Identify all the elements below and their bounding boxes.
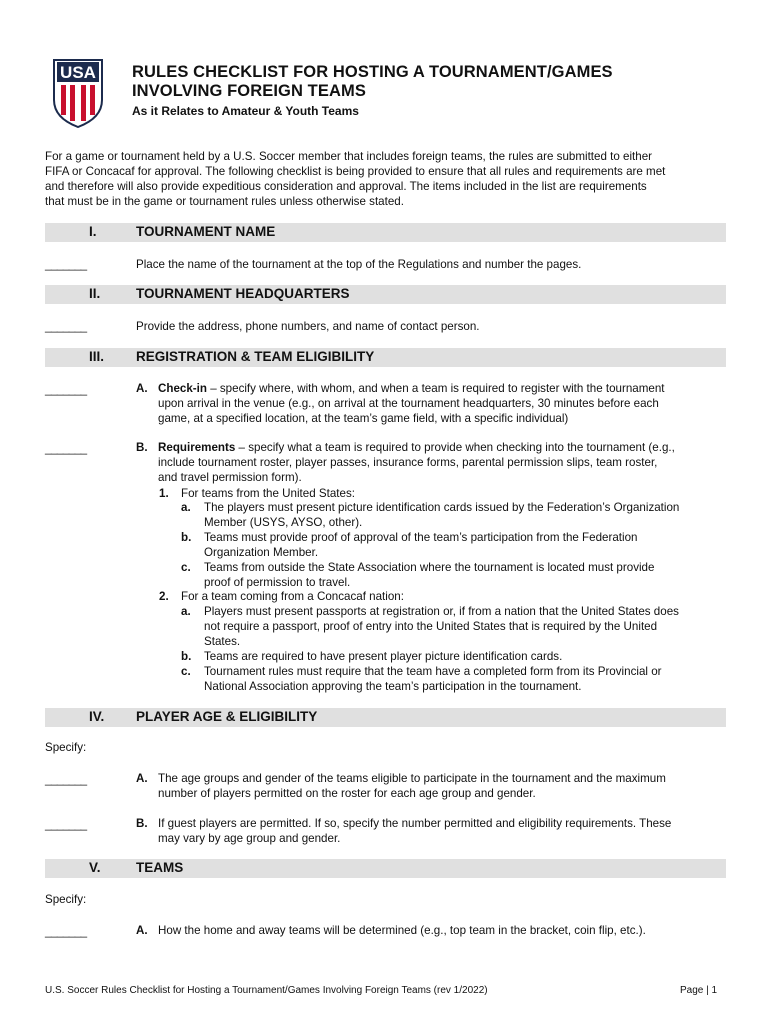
list-item-requirements: B. Requirements – specify what a team is required to provide when checking into the tournament (e.g., include tournament roster, player passes, insurance forms, parental permission slips, team roster, and travel permission form). <box>136 441 675 484</box>
list-item-home-away: A. How the home and away teams will be determined (e.g., top team in the bracket, coin flip, etc.). <box>136 924 646 937</box>
section-header-teams: V. TEAMS <box>45 859 726 878</box>
checkbox-blank-line[interactable]: _______ <box>45 320 87 333</box>
sublist-item: a. Players must present passports at registration or, if from a nation that the United States does not require a passport, proof of entry into the United States that is required by the United States. <box>181 605 679 648</box>
checkbox-blank-line[interactable]: _______ <box>45 258 87 271</box>
sublist-item: c. Teams from outside the State Association where the tournament is located must provide proof of permission to travel. <box>181 561 655 589</box>
intro-paragraph: For a game or tournament held by a U.S. Soccer member that includes foreign teams, the rules are submitted to either FIFA or Concacaf for approval. The following checklist is being provided to ensure that all rules and requirements are met and therefore will also provide expeditious consideration and approval. The items included in the list are requirements that must be in the game or tournament rules unless otherwise stated. <box>45 150 666 208</box>
list-item-age-groups: A. The age groups and gender of the teams eligible to participate in the tournament and the maximum number of players permitted on the roster for each age group and gender. <box>136 772 666 800</box>
sublist-item-concacaf-teams: 2. For a team coming from a Concacaf nation: <box>159 590 404 603</box>
page-subtitle: As it Relates to Amateur & Youth Teams <box>132 104 359 118</box>
footer-page-number: Page | 1 <box>680 985 718 996</box>
sublist-item: c. Tournament rules must require that the team have a completed form from its Provincial or National Association approving the team’s participation in the tournament. <box>181 665 662 693</box>
list-item-check-in: A. Check-in – specify where, with whom, and when a team is required to register with the tournament upon arrival in the venue (e.g., on arrival at the tournament headquarters, 30 minutes before each game, at a specified location, at the team’s game field, with a specific individual) <box>136 382 665 425</box>
section-text: Place the name of the tournament at the top of the Regulations and number the pages. <box>136 258 582 271</box>
section-text: Provide the address, phone numbers, and name of contact person. <box>136 320 480 333</box>
section-header-tournament-headquarters: II. TOURNAMENT HEADQUARTERS <box>45 285 726 304</box>
sublist-item: b. Teams must provide proof of approval of the team’s participation from the Federation Organization Member. <box>181 531 638 559</box>
logo-text: USA <box>60 63 96 82</box>
sublist-item-us-teams: 1. For teams from the United States: <box>159 487 355 500</box>
checkbox-blank-line[interactable]: _______ <box>45 442 87 455</box>
section-header-player-age: IV. PLAYER AGE & ELIGIBILITY <box>45 708 726 727</box>
specify-label: Specify: <box>45 741 87 754</box>
checkbox-blank-line[interactable]: _______ <box>45 773 87 786</box>
page-title: RULES CHECKLIST FOR HOSTING A TOURNAMENT/GAMES INVOLVING FOREIGN TEAMS <box>132 63 613 100</box>
section-header-tournament-name: I. TOURNAMENT NAME <box>45 223 726 242</box>
checkbox-blank-line[interactable]: _______ <box>45 818 87 831</box>
list-item-guest-players: B. If guest players are permitted. If so, specify the number permitted and eligibility requirements. These may vary by age group and gender. <box>136 817 672 845</box>
specify-label: Specify: <box>45 893 87 906</box>
sublist-item: a. The players must present picture identification cards issued by the Federation’s Organization Member (USYS, AYSO, other). <box>181 501 680 529</box>
checkbox-blank-line[interactable]: _______ <box>45 925 87 938</box>
footer-document-title: U.S. Soccer Rules Checklist for Hosting a Tournament/Games Involving Foreign Teams (rev 1/2022) <box>45 985 488 996</box>
section-header-registration: III. REGISTRATION & TEAM ELIGIBILITY <box>45 348 726 367</box>
sublist-item: b. Teams are required to have present player picture identification cards. <box>181 650 563 663</box>
us-soccer-crest-logo <box>53 58 103 128</box>
checkbox-blank-line[interactable]: _______ <box>45 383 87 396</box>
